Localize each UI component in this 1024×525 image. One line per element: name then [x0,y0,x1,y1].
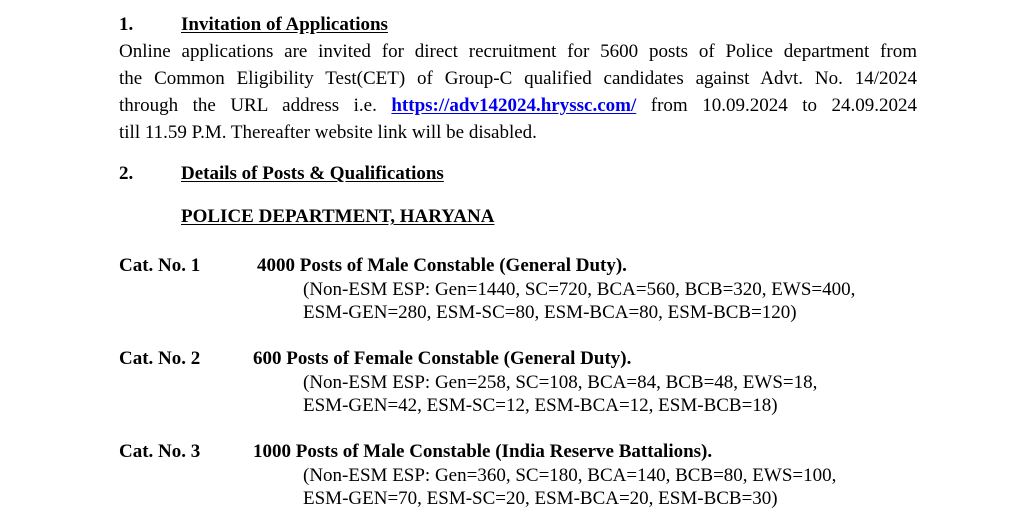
section-2-number: 2. [119,163,134,184]
paragraph-line-2: the Common Eligibility Test(CET) of Group-C qualified candidates against Advt. No. 14/2024 [119,68,917,89]
paragraph-line-1: Online applications are invited for direct recruitment for 5600 posts of Police department from [119,41,917,62]
paragraph-line-3 [119,92,917,119]
section-1-heading: Invitation of Applications [181,14,388,35]
url-suffix-text: from 10.09.2024 to 24.09.2024 [650,95,918,116]
category-3-detail-line-2: ESM-GEN=70, ESM-SC=20, ESM-BCA=20, ESM-BCB=30) [303,488,778,509]
paragraph-line-4: till 11.59 P.M. Thereafter website link will be disabled. [119,122,537,143]
category-1-label: Cat. No. 1 [119,255,201,276]
category-2-label: Cat. No. 2 [119,348,201,369]
category-3-label: Cat. No. 3 [119,441,201,462]
url-prefix-text: through the URL address i.e. [119,95,377,116]
department-heading: POLICE DEPARTMENT, HARYANA [181,206,495,227]
category-1-title: 4000 Posts of Male Constable (General Duty). [257,255,627,276]
category-3-detail-line-1: (Non-ESM ESP: Gen=360, SC=180, BCA=140, BCB=80, EWS=100, [303,465,837,486]
section-2-heading: Details of Posts & Qualifications [181,163,444,184]
category-2-title: 600 Posts of Female Constable (General Duty). [253,348,632,369]
section-1-paragraph [119,38,917,146]
category-1-detail-line-2: ESM-GEN=280, ESM-SC=80, ESM-BCA=80, ESM-BCB=120) [303,302,797,323]
section-1-number: 1. [119,14,134,35]
category-1-detail-line-1: (Non-ESM ESP: Gen=1440, SC=720, BCA=560, BCB=320, EWS=400, [303,279,856,300]
category-2-detail-line-2: ESM-GEN=42, ESM-SC=12, ESM-BCA=12, ESM-BCB=18) [303,395,778,416]
category-3-title: 1000 Posts of Male Constable (India Reserve Battalions). [253,441,713,462]
application-url-link[interactable]: https://adv142024.hryssc.com/ [391,95,637,116]
category-2-detail-line-1: (Non-ESM ESP: Gen=258, SC=108, BCA=84, BCB=48, EWS=18, [303,372,818,393]
